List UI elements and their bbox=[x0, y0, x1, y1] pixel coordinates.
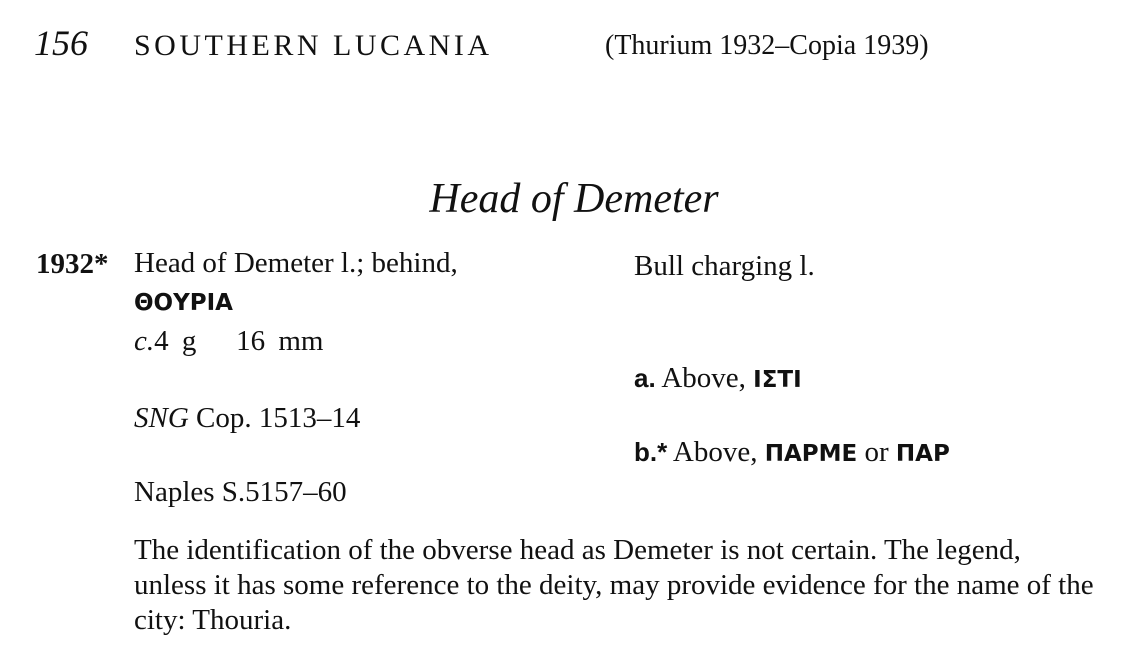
commentary-note: The identification of the obverse head as Demeter is not certain. The legend, unless it has some reference to the deity, may provide evidence for the name of the city: Thouria. bbox=[134, 534, 1094, 636]
page-number: 156 bbox=[34, 23, 88, 63]
variant-a-text: Above, bbox=[655, 362, 754, 394]
weight-value: 4 g bbox=[154, 325, 197, 357]
variant-a bbox=[634, 362, 802, 395]
variant-b-legend-2: ΠΑΡ bbox=[895, 441, 950, 467]
entry-number: 1932* bbox=[36, 248, 109, 280]
reference-sng-abbrev: SNG bbox=[134, 402, 189, 434]
variant-a-label: a. bbox=[634, 363, 656, 393]
reference-sng bbox=[134, 402, 360, 435]
section-title: Head of Demeter bbox=[429, 176, 719, 222]
variant-b bbox=[634, 436, 950, 469]
obverse-legend: ΘΟΥΡΙΑ bbox=[134, 290, 233, 316]
obverse-description: Head of Demeter l.; behind, bbox=[134, 247, 458, 279]
variant-a-legend: ΙΣΤΙ bbox=[753, 367, 802, 393]
variant-b-text: Above, bbox=[667, 436, 765, 468]
reference-naples: Naples S.5157–60 bbox=[134, 476, 347, 508]
reverse-description: Bull charging l. bbox=[634, 250, 815, 282]
variant-b-legend-1: ΠΑΡΜΕ bbox=[764, 441, 858, 467]
diameter: 16 mm bbox=[236, 325, 324, 357]
weight-prefix: c. bbox=[134, 325, 155, 357]
reference-sng-rest: Cop. 1513–14 bbox=[188, 402, 361, 434]
variant-b-or: or bbox=[857, 436, 896, 468]
variant-b-label: b.* bbox=[634, 437, 668, 467]
running-title: SOUTHERN LUCANIA bbox=[134, 29, 493, 62]
weight-diameter bbox=[134, 325, 324, 358]
running-range: (Thurium 1932–Copia 1939) bbox=[605, 30, 929, 61]
